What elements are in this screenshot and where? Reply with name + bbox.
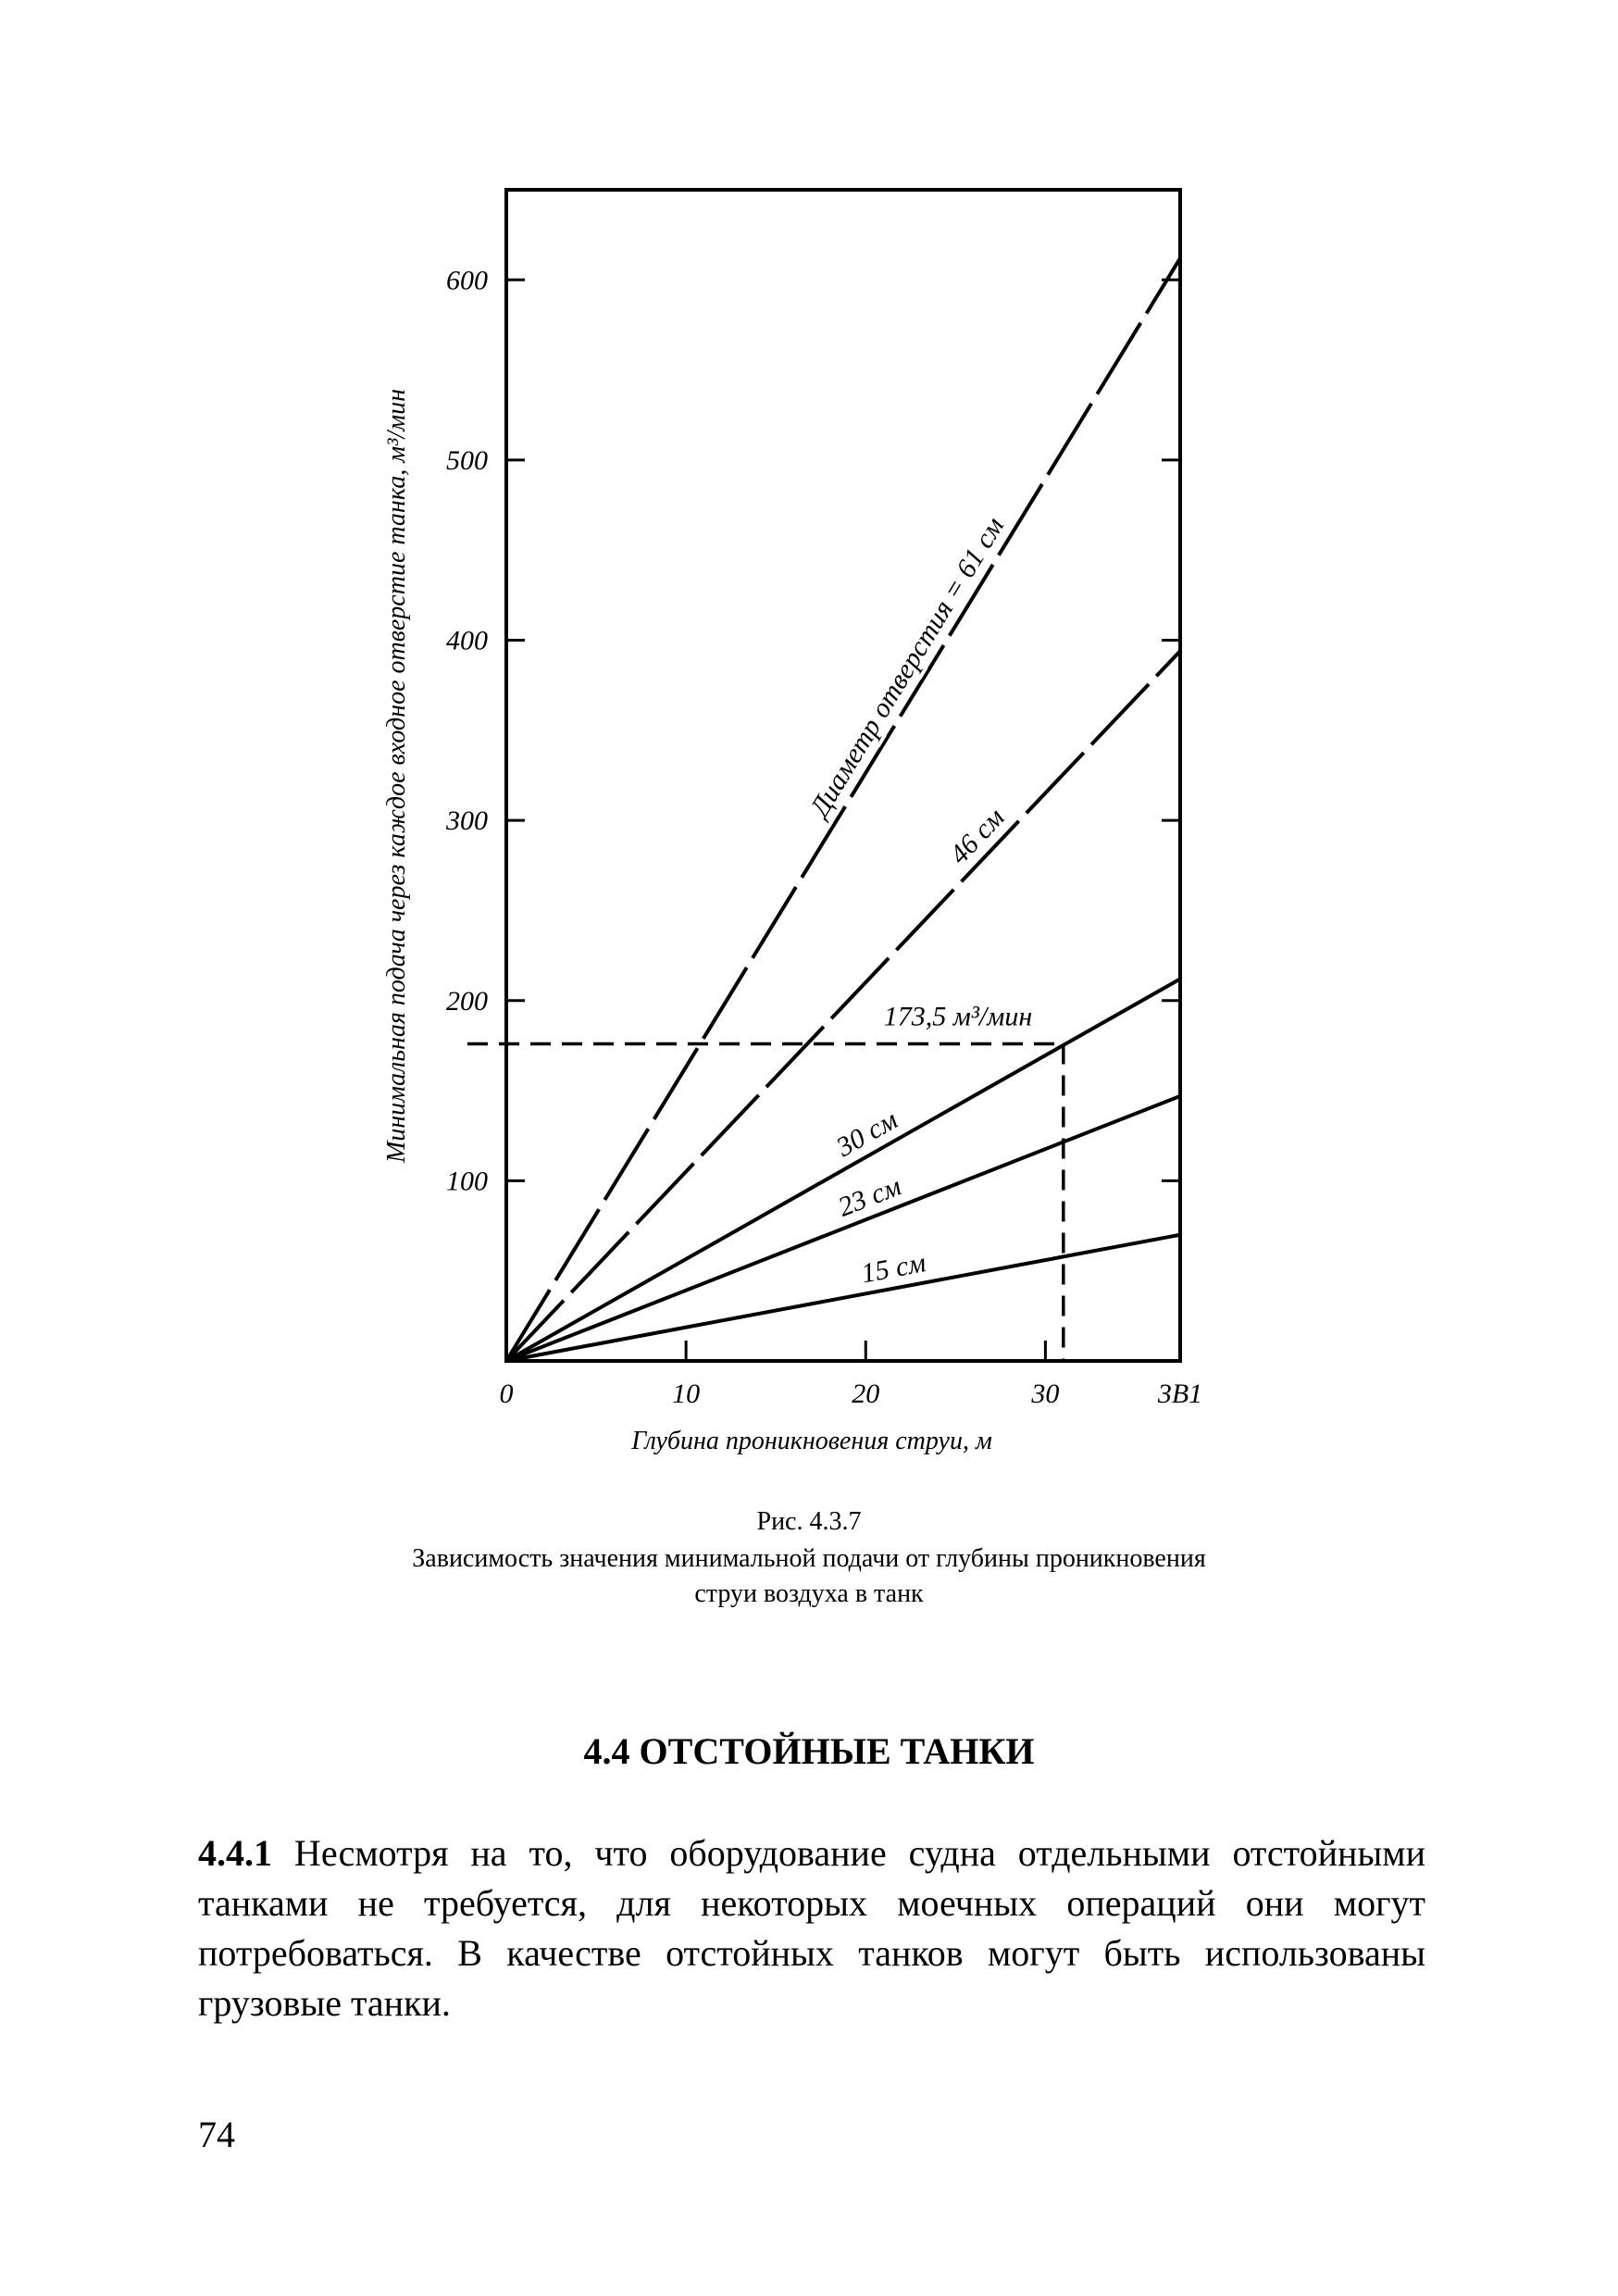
- x-axis-title: Глубина проникновения струи, м: [631, 1427, 992, 1455]
- paragraph-number: 4.4.1: [198, 1832, 272, 1874]
- x-tick-label: 20: [852, 1379, 880, 1409]
- annotation-label: 173,5 м³/мин: [883, 1001, 1033, 1032]
- series-label-0: Диаметр отверстия = 61 см: [803, 511, 1011, 822]
- series-label-3: 23 см: [833, 1170, 906, 1223]
- y-tick-label: 300: [446, 805, 488, 837]
- series-label-4: 15 см: [858, 1247, 928, 1290]
- series-line-2: [506, 979, 1180, 1361]
- y-axis-title: Минимальная подача через каждое входное отверстие танка, м³/мин: [382, 388, 411, 1164]
- series-label-2: 30 см: [831, 1104, 903, 1163]
- x-tick-label: 3В1: [1157, 1379, 1203, 1409]
- figure-caption-line2: струи воздуха в танк: [694, 1579, 924, 1608]
- series-label-1: 46 см: [943, 802, 1011, 870]
- paragraph: [198, 1828, 1425, 2028]
- figure-caption-line1: Зависимость значения минимальной подачи от глубины проникновения: [412, 1544, 1206, 1573]
- y-tick-label: 500: [446, 444, 488, 476]
- section-title: 4.4 ОТСТОЙНЫЕ ТАНКИ: [583, 1730, 1035, 1772]
- y-tick-label: 200: [446, 985, 488, 1017]
- y-tick-label: 400: [446, 625, 488, 656]
- y-tick-label: 100: [446, 1166, 488, 1197]
- paragraph-text: Несмотря на то, что оборудование судна отдельными отстойными танками не требуется, для некоторых моечных операций они могут потребоваться. В качестве отстойных танков могут быть использованы грузовые танки.: [198, 1832, 1425, 2024]
- x-tick-label: 30: [1031, 1379, 1060, 1409]
- x-tick-label: 10: [672, 1379, 701, 1409]
- page-number: 74: [198, 2114, 235, 2155]
- figure-number: Рис. 4.3.7: [756, 1507, 862, 1536]
- y-tick-label: 600: [446, 265, 488, 296]
- x-tick-label: 0: [499, 1379, 514, 1409]
